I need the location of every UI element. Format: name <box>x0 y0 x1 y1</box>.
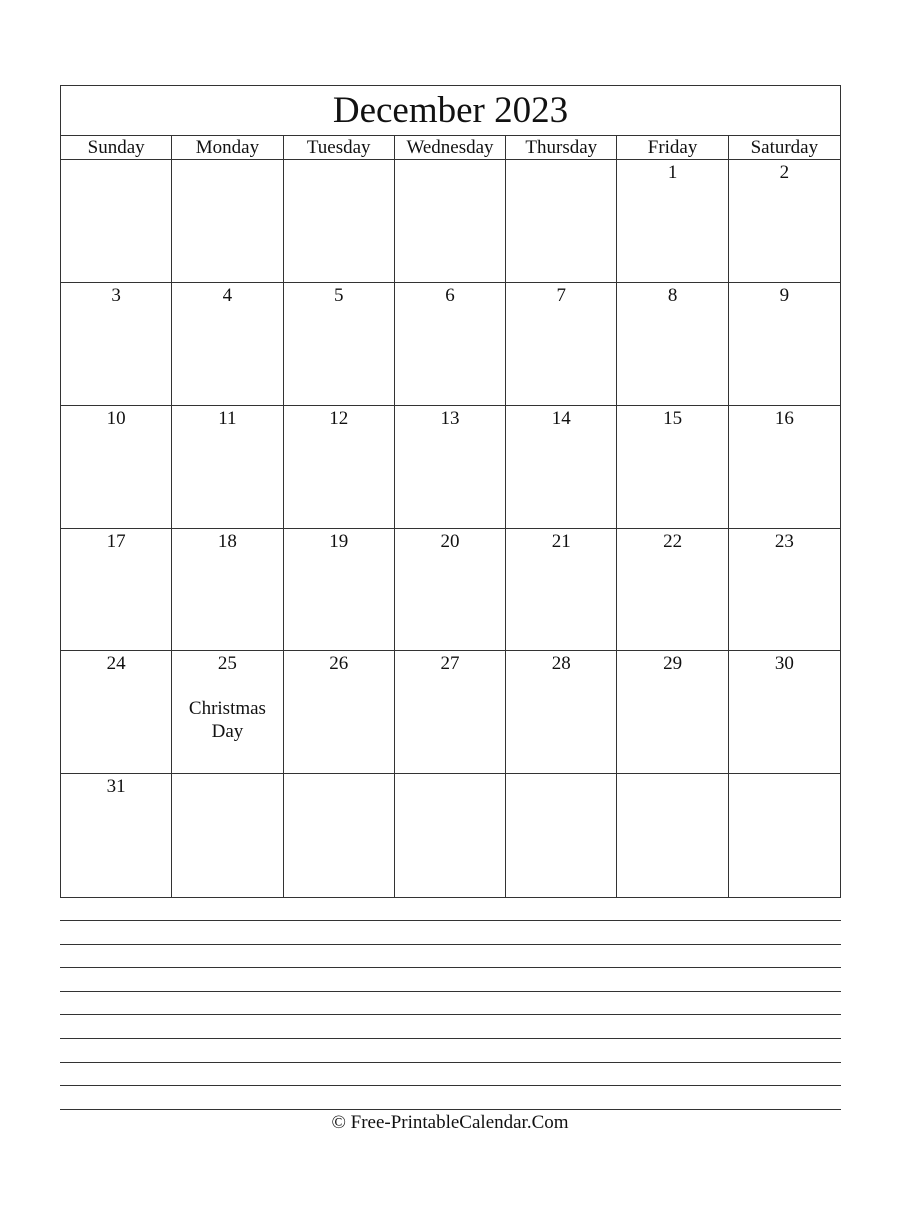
day-number: 26 <box>329 653 349 675</box>
day-cell <box>729 160 840 283</box>
weekday-header: Friday <box>617 136 728 160</box>
day-number: 19 <box>329 530 349 552</box>
day-number: 28 <box>551 653 571 675</box>
day-cell <box>617 406 728 529</box>
day-number: 17 <box>106 530 126 552</box>
weekday-header: Sunday <box>61 136 172 160</box>
day-cell <box>617 774 728 897</box>
day-cell <box>172 406 283 529</box>
day-cell <box>61 160 172 283</box>
weekday-header: Saturday <box>750 137 819 158</box>
note-line <box>60 1062 841 1086</box>
day-cell <box>395 406 506 529</box>
day-cell <box>729 283 840 406</box>
day-number: 21 <box>551 530 571 552</box>
day-number: 16 <box>774 407 794 429</box>
day-cell <box>172 529 283 652</box>
day-number: 14 <box>551 407 571 429</box>
day-cell <box>395 160 506 283</box>
day-cell <box>61 774 172 897</box>
note-line <box>60 991 841 1015</box>
note-line <box>60 1085 841 1109</box>
day-cell <box>506 529 617 652</box>
day-cell <box>617 529 728 652</box>
day-cell <box>284 283 395 406</box>
day-number: 25 <box>217 653 237 675</box>
day-cell <box>395 651 506 774</box>
day-number: 1 <box>667 162 678 183</box>
day-number: 11 <box>218 407 237 429</box>
day-number: 8 <box>667 284 678 306</box>
note-line <box>60 1014 841 1038</box>
day-cell <box>506 283 617 406</box>
note-line <box>60 967 841 991</box>
day-cell <box>284 529 395 652</box>
day-number: 13 <box>440 407 460 429</box>
weekday-header-row <box>61 136 840 160</box>
day-cell <box>617 283 728 406</box>
day-number: 6 <box>445 284 455 306</box>
notes-lines <box>60 920 841 1110</box>
day-cell <box>506 406 617 529</box>
day-cell <box>172 160 283 283</box>
holiday-label: Christmas Day <box>188 698 266 743</box>
day-number: 9 <box>779 284 790 306</box>
weekday-header: Thursday <box>506 136 617 160</box>
day-cell <box>61 283 172 406</box>
note-line <box>60 920 841 944</box>
day-number: 12 <box>329 407 349 429</box>
day-cell <box>284 651 395 774</box>
day-cell <box>284 160 395 283</box>
day-number: 23 <box>774 530 794 552</box>
weekday-header: Tuesday <box>284 136 395 160</box>
day-number: 3 <box>111 284 121 306</box>
day-number: 30 <box>774 653 794 675</box>
calendar-title: December 2023 <box>61 86 840 136</box>
day-number: 2 <box>779 162 790 183</box>
calendar-table <box>60 85 841 898</box>
day-cell <box>729 774 840 897</box>
day-cell <box>506 651 617 774</box>
day-number: 24 <box>106 653 126 675</box>
day-cell <box>506 160 617 283</box>
day-cell <box>729 529 840 652</box>
note-line <box>60 944 841 968</box>
note-line <box>60 1038 841 1062</box>
day-number: 15 <box>663 407 683 429</box>
day-cell <box>61 529 172 652</box>
day-number: 20 <box>440 530 460 552</box>
day-cell <box>729 406 840 529</box>
day-cell <box>61 651 172 774</box>
day-number: 31 <box>106 776 126 798</box>
day-cell <box>729 651 840 774</box>
day-cell <box>172 651 283 774</box>
day-number: 4 <box>222 284 233 306</box>
day-cell <box>172 774 283 897</box>
day-cell <box>617 651 728 774</box>
day-cell <box>61 406 172 529</box>
note-line <box>60 1109 841 1110</box>
day-grid <box>61 160 840 897</box>
day-number: 29 <box>663 653 683 675</box>
day-number: 18 <box>217 530 237 552</box>
day-cell <box>284 406 395 529</box>
day-cell <box>395 283 506 406</box>
day-cell <box>395 774 506 897</box>
day-number: 22 <box>663 530 683 552</box>
day-cell <box>172 283 283 406</box>
day-cell <box>506 774 617 897</box>
weekday-header: Wednesday <box>395 136 506 160</box>
day-number: 5 <box>333 284 344 306</box>
weekday-header: Monday <box>172 136 283 160</box>
day-cell <box>284 774 395 897</box>
copyright-footer: © Free-PrintableCalendar.Com <box>331 1112 569 1133</box>
day-cell <box>617 160 728 283</box>
day-number: 7 <box>556 284 567 306</box>
day-number: 27 <box>440 653 460 675</box>
day-cell <box>395 529 506 652</box>
day-number: 10 <box>106 407 126 429</box>
